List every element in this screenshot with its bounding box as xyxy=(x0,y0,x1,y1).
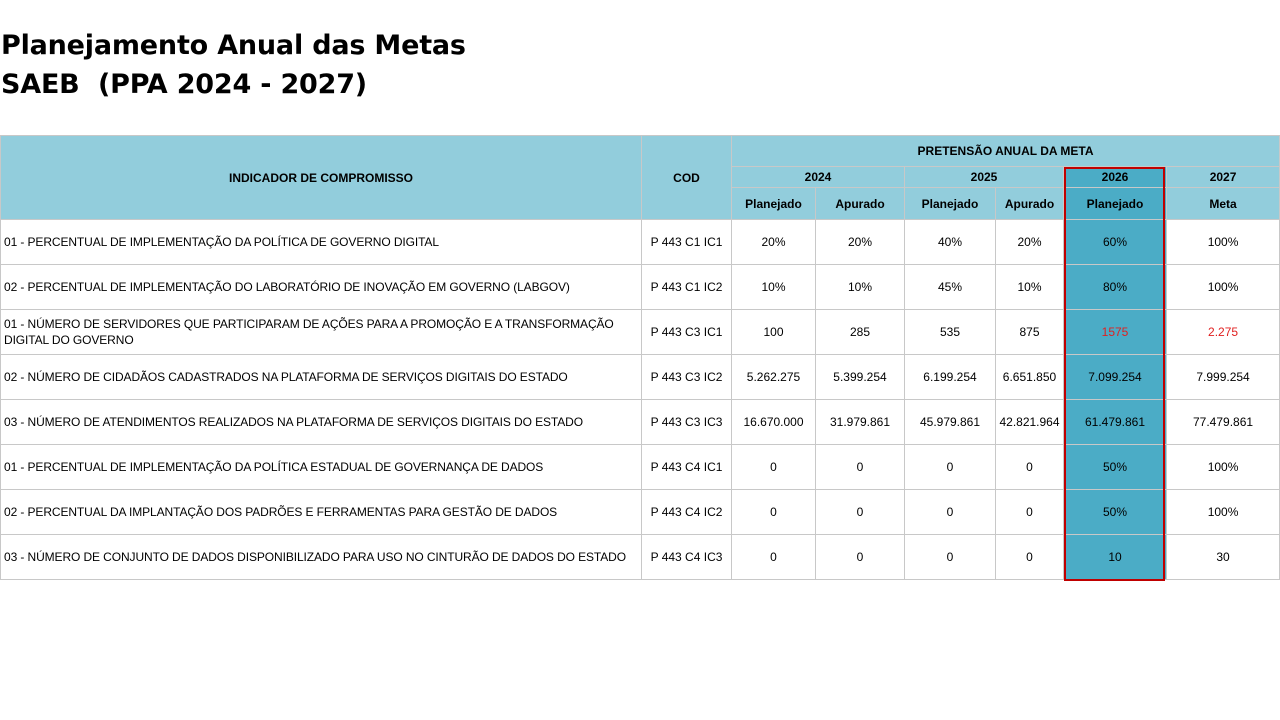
value-cell: 40% xyxy=(905,220,996,265)
page-title xyxy=(1,26,466,104)
table-row xyxy=(1,220,1280,265)
value-cell: 100 xyxy=(732,310,816,355)
value-cell: 7.999.254 xyxy=(1167,355,1280,400)
indicator-cell: 01 - PERCENTUAL DE IMPLEMENTAÇÃO DA POLÍTICA DE GOVERNO DIGITAL xyxy=(1,220,642,265)
table-row xyxy=(1,310,1280,355)
table-row xyxy=(1,355,1280,400)
value-cell: 5.399.254 xyxy=(816,355,905,400)
page-title-line-1: Planejamento Anual das Metas xyxy=(1,30,466,61)
page-title-line-2: SAEB (PPA 2024 - 2027) xyxy=(1,69,367,100)
header-sub-2026-planejado: Planejado xyxy=(1064,188,1167,220)
cod-cell: P 443 C1 IC1 xyxy=(642,220,732,265)
value-cell: 0 xyxy=(732,490,816,535)
header-year-2026: 2026 xyxy=(1064,167,1167,188)
cod-cell: P 443 C4 IC1 xyxy=(642,445,732,490)
cod-cell: P 443 C4 IC2 xyxy=(642,490,732,535)
value-cell: 10% xyxy=(996,265,1064,310)
header-sub-2025-planejado: Planejado xyxy=(905,188,996,220)
table-row xyxy=(1,445,1280,490)
value-cell: 0 xyxy=(732,445,816,490)
table-row xyxy=(1,265,1280,310)
value-cell-highlighted: 80% xyxy=(1064,265,1167,310)
value-cell: 31.979.861 xyxy=(816,400,905,445)
value-cell: 535 xyxy=(905,310,996,355)
value-cell: 42.821.964 xyxy=(996,400,1064,445)
value-cell: 16.670.000 xyxy=(732,400,816,445)
value-cell-highlighted: 60% xyxy=(1064,220,1167,265)
cod-cell: P 443 C3 IC2 xyxy=(642,355,732,400)
value-cell: 0 xyxy=(905,535,996,580)
cod-cell: P 443 C1 IC2 xyxy=(642,265,732,310)
value-cell: 0 xyxy=(996,490,1064,535)
header-group: PRETENSÃO ANUAL DA META xyxy=(732,136,1280,167)
value-cell: 100% xyxy=(1167,445,1280,490)
value-cell-red: 2.275 xyxy=(1167,310,1280,355)
value-cell: 0 xyxy=(816,490,905,535)
indicator-cell: 02 - PERCENTUAL DA IMPLANTAÇÃO DOS PADRÕES E FERRAMENTAS PARA GESTÃO DE DADOS xyxy=(1,490,642,535)
value-cell-highlighted-red: 1575 xyxy=(1064,310,1167,355)
table-row xyxy=(1,535,1280,580)
value-cell: 6.199.254 xyxy=(905,355,996,400)
goals-table xyxy=(0,135,1280,580)
value-cell-highlighted: 50% xyxy=(1064,490,1167,535)
value-cell: 10% xyxy=(816,265,905,310)
value-cell-highlighted: 50% xyxy=(1064,445,1167,490)
value-cell: 0 xyxy=(996,535,1064,580)
value-cell: 0 xyxy=(996,445,1064,490)
indicator-cell: 03 - NÚMERO DE CONJUNTO DE DADOS DISPONIBILIZADO PARA USO NO CINTURÃO DE DADOS DO ESTADO xyxy=(1,535,642,580)
value-cell-highlighted: 10 xyxy=(1064,535,1167,580)
table-row xyxy=(1,400,1280,445)
value-cell: 20% xyxy=(996,220,1064,265)
header-sub-2024-apurado: Apurado xyxy=(816,188,905,220)
cod-cell: P 443 C4 IC3 xyxy=(642,535,732,580)
value-cell: 100% xyxy=(1167,490,1280,535)
value-cell: 5.262.275 xyxy=(732,355,816,400)
value-cell: 875 xyxy=(996,310,1064,355)
indicator-cell: 01 - NÚMERO DE SERVIDORES QUE PARTICIPARAM DE AÇÕES PARA A PROMOÇÃO E A TRANSFORMAÇÃO DIGITAL DO GOVERNO xyxy=(1,310,642,355)
value-cell-highlighted: 7.099.254 xyxy=(1064,355,1167,400)
indicator-cell: 01 - PERCENTUAL DE IMPLEMENTAÇÃO DA POLÍTICA ESTADUAL DE GOVERNANÇA DE DADOS xyxy=(1,445,642,490)
header-year-2025: 2025 xyxy=(905,167,1064,188)
value-cell: 285 xyxy=(816,310,905,355)
header-year-2027: 2027 xyxy=(1167,167,1280,188)
value-cell: 45% xyxy=(905,265,996,310)
value-cell: 45.979.861 xyxy=(905,400,996,445)
value-cell: 0 xyxy=(905,445,996,490)
cod-cell: P 443 C3 IC1 xyxy=(642,310,732,355)
value-cell-highlighted: 61.479.861 xyxy=(1064,400,1167,445)
header-indicator: INDICADOR DE COMPROMISSO xyxy=(1,136,642,220)
value-cell: 10% xyxy=(732,265,816,310)
header-sub-2027-meta: Meta xyxy=(1167,188,1280,220)
value-cell: 30 xyxy=(1167,535,1280,580)
indicator-cell: 02 - NÚMERO DE CIDADÃOS CADASTRADOS NA PLATAFORMA DE SERVIÇOS DIGITAIS DO ESTADO xyxy=(1,355,642,400)
indicator-cell: 03 - NÚMERO DE ATENDIMENTOS REALIZADOS NA PLATAFORMA DE SERVIÇOS DIGITAIS DO ESTADO xyxy=(1,400,642,445)
value-cell: 20% xyxy=(732,220,816,265)
header-year-2024: 2024 xyxy=(732,167,905,188)
value-cell: 6.651.850 xyxy=(996,355,1064,400)
header-sub-2024-planejado: Planejado xyxy=(732,188,816,220)
indicator-cell: 02 - PERCENTUAL DE IMPLEMENTAÇÃO DO LABORATÓRIO DE INOVAÇÃO EM GOVERNO (LABGOV) xyxy=(1,265,642,310)
value-cell: 77.479.861 xyxy=(1167,400,1280,445)
value-cell: 0 xyxy=(816,445,905,490)
cod-cell: P 443 C3 IC3 xyxy=(642,400,732,445)
value-cell: 0 xyxy=(732,535,816,580)
value-cell: 20% xyxy=(816,220,905,265)
header-sub-2025-apurado: Apurado xyxy=(996,188,1064,220)
value-cell: 0 xyxy=(905,490,996,535)
value-cell: 0 xyxy=(816,535,905,580)
value-cell: 100% xyxy=(1167,220,1280,265)
header-cod: COD xyxy=(642,136,732,220)
value-cell: 100% xyxy=(1167,265,1280,310)
table-row xyxy=(1,490,1280,535)
